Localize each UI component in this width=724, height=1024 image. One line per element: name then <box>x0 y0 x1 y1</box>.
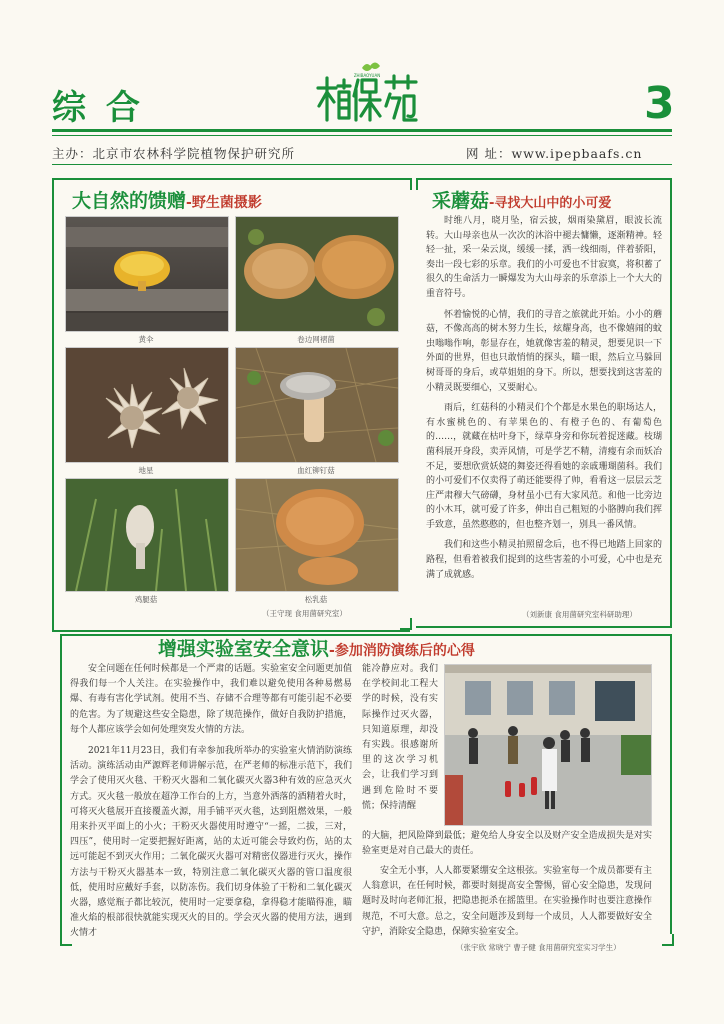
frame-corner <box>400 618 412 630</box>
photo-title-sub: -野生菌摄影 <box>186 195 262 211</box>
photo-xuehong <box>235 347 399 463</box>
mushroom-article-title <box>432 186 611 213</box>
page-number: 3 <box>644 78 675 129</box>
paragraph: 2021年11月23日，我们有幸参加我所举办的实验室火情消防演练活动。演练活动由严源辉老师讲解示范，在严老师的标准示范下，我们学会了使用灭火毯、干粉灭火器和二氧化碳灭火器3种有效的应急灭火方式。灭火毯一般放在超净工作台的上方，当意外洒落的酒精着火时，可将灭火毯展开直接覆盖火源，用手铺平灭火毯，达到阻燃效果，一般用来扑灭平面上的小火；干粉灭火器使用时遵守“一摇，二拔，三对，四压”，使用时一定要把握好距离，站的太近可能会导致灼伤，站的太远可能起不到灭火作用；二氧化碳灭火器可对精密仪器进行灭火，操作方法与干粉灭火器基本一致，特别注意二氧化碳灭火器的管口温度很低，使用时应戴好手套，以防冻伤。我们切身体验了干粉和二氧化碳灭火器，感觉瓶子都比较沉，使用时一定要拿稳，拿得稳才能瞄得准，瞄准火焰的根部很快就能实现灭火的目的。学会灭火器的使用方法，遇到火情才 <box>70 746 352 939</box>
fire-drill-illustration <box>445 665 651 825</box>
logo-tag-text: ZHIBAOYUAN <box>353 73 381 78</box>
safety-title-main: 增强实验室安全意识 <box>158 638 330 660</box>
frame-corner <box>400 178 412 190</box>
paragraph: 怀着愉悦的心情，我们的寻音之旅就此开始。小小的蘑菇，不像高高的树木努力生长，炫耀身高，也不像嬉闹的蚊虫嗡嗡作响，彰显存在，她就像害羞的精灵，想要见识一下外面的世界，但也只敢悄悄的探头，瞄一眼，然后立马躲回树哥哥的身后，或草姐姐的身下。所以，想要找到这害羞的小精灵既要细心，又要耐心。 <box>426 309 662 393</box>
paragraph: 时维八月，晓月坠，宿云披，烟雨染黛眉，眼波长流转。大山母亲也从一次次的沐浴中褪去慵懒，逐渐精神。轻轻一扯，采一朵云岚，缓缓一揉，洒一线细雨，伴着骄阳，奏出一段七彩的乐章。我们的小可爱也不甘寂寞，将积蓄了很久的生命活力一瞬爆发为大山母亲的乐章添上一个大大的重音符号。 <box>426 216 662 299</box>
frame-corner <box>662 934 674 946</box>
mushroom-illustration <box>66 479 228 591</box>
zhibaoyuan-logo <box>312 62 422 132</box>
safety-article-title <box>158 634 475 661</box>
photo-caption: 黄伞 <box>138 335 154 344</box>
safety-right-top-text: 能冷静应对。我们在学校间北工程大学的时候，没有实际操作过灭火器，只知道原理，却没有实践。很感谢所里的这次学习机会，让我们学习到遇到危险时不要慌；保持清醒 <box>362 664 438 811</box>
photo-caption: 地星 <box>138 466 154 475</box>
mushroom-article-credit: （刘新康 食用菌研究室科研助理） <box>522 610 637 619</box>
mushroom-article-body <box>426 214 662 588</box>
paragraph: 安全问题在任何时候都是一个严肃的话题。实验室安全问题更加值得我们每一个人关注。在实验操作中，我们难以避免使用各种易燃易爆、有毒有害化学试剂。使用不当、存储不合理等都有可能引起不必要的危害。为了规避这些安全隐患，除了规范操作，做好自我防护措施，每个人都应该学会如何处理突发火情的方法。 <box>70 664 352 735</box>
photo-caption: 血红铆钉菇 <box>297 466 335 475</box>
mushroom-title-main: 采蘑菇 <box>432 190 490 212</box>
mushroom-illustration <box>66 217 228 331</box>
safety-right-paragraph <box>362 864 652 946</box>
photo-caption: 鸡腿菇 <box>134 595 158 604</box>
paragraph: 我们和这些小精灵拍照留念后，也不得已地踏上回家的路程，但看着被我们捉到的这些害羞的小可爱，心中也是充满了成就感。 <box>426 540 662 580</box>
photo-juanbian <box>235 216 399 332</box>
header-rule <box>52 129 672 132</box>
mushroom-illustration <box>66 348 228 462</box>
paragraph: 雨后，红菇科的小精灵们个个都是水果色的职场达人，有水蜜桃色的、有苹果色的、有橙子色的、有葡萄色的……，就藏在枯叶身下，绿草身旁和你玩着捉迷藏。枝瑚菌科展开身段，卖弄风情，可是学艺不精，清瘦有余而妖冶不足，要想欣赏妖娆的舞姿还得看她的亲戚珊瑚菌科。我们的小可爱们不仅卖得了萌还能要得了帅，看看这一层层云芝庄严肃穆大气磅礴，身材虽小已有大家风范。和他一比旁边的小木耳，就可爱了许多，伸出自己粗短的小胳膊向我们挥手致意，虽然憨憨的，但也整齐划一，别具一番风情。 <box>426 403 662 530</box>
photo-caption: 卷边网褶菌 <box>297 335 335 344</box>
mushroom-title-sub: -寻找大山中的小可爱 <box>489 196 612 211</box>
safety-left-column <box>70 662 352 948</box>
photo-article-credit: （王守现 食用菌研究室） <box>262 609 347 618</box>
paragraph: 安全无小事，人人都要紧绷安全这根弦。实验室每一个成员都要有主人翁意识，在任何时候，都要时刻提高安全警惕，留心安全隐患，发现问题时及时向老师汇报，把隐患扼杀在摇篮里。在实验操作时也要注意操作规范，不可大意。总之，安全问题涉及到每一个成员，人人都要做好安全守护，消除安全隐患，保障实验室安全。 <box>362 866 652 937</box>
mushroom-illustration <box>236 217 398 331</box>
safety-right-continued-text: 的大脑，把风险降到最低；避免给人身安全以及财产安全造成损失是对实验室更是对自己最大的责任。 <box>362 831 652 857</box>
photo-title-main: 大自然的馈赠 <box>72 190 187 212</box>
website-text: 网 址：www.ipepbaafs.cn <box>466 146 643 161</box>
photo-songru <box>235 478 399 592</box>
sponsor-rule <box>52 164 672 165</box>
fire-drill-photo <box>444 664 652 826</box>
photo-caption: 松乳菇 <box>304 595 328 604</box>
photo-article-title <box>72 186 262 213</box>
mushroom-illustration <box>236 479 398 591</box>
header-rule-thin <box>52 135 672 136</box>
safety-title-sub: -参加消防演练后的心得 <box>329 643 475 659</box>
section-title: 综 合 <box>52 88 144 128</box>
safety-article-credit: （张宇欣 常晓宁 曹子健 食用菌研究室实习学生） <box>456 943 621 952</box>
photo-jitui <box>65 478 229 592</box>
photo-huangsan <box>65 216 229 332</box>
photo-dixing <box>65 347 229 463</box>
mushroom-illustration <box>236 348 398 462</box>
sponsor-text: 主办：北京市农林科学院植物保护研究所 <box>52 146 296 161</box>
